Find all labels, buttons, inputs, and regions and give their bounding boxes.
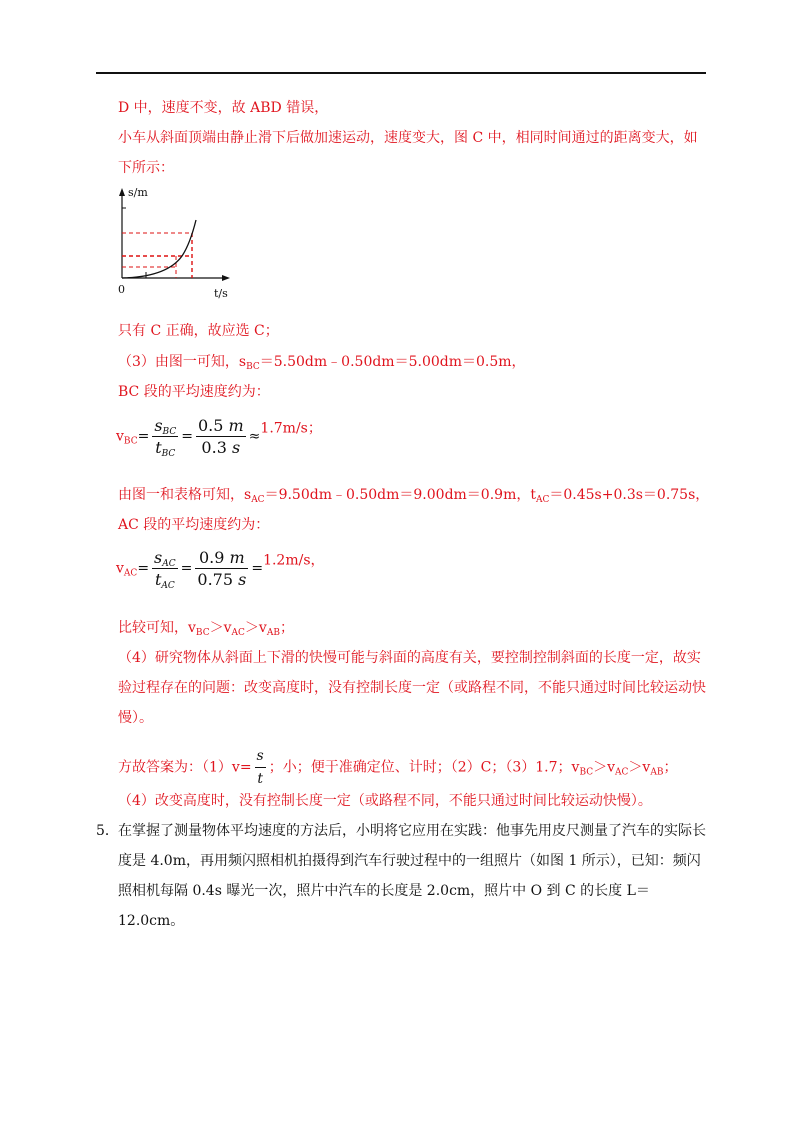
f2-n1-sub: AC [162,559,176,569]
f1-d1: t [155,438,162,457]
f2-eq: = [137,560,150,577]
f2-d1-sub: AC [161,581,175,591]
f1-lhs-sub: BC [123,436,138,447]
l6-sub1: AC [251,495,265,505]
l10-s2: AC [615,767,629,778]
f1-eq: = [137,428,150,445]
question-5-number: 5． [96,823,119,839]
l10-gt: ＞v [593,759,616,776]
answer-line-1: D 中，速度不变，故 ABD 错误， [118,100,329,116]
f2-d2: 0.75 [197,570,234,589]
f1-frac2 [196,416,246,457]
graph-ylabel: s/m [128,186,148,199]
l10-gt2: ＞v [628,759,651,776]
l8-post: ； [279,620,294,636]
f1-n2-unit: m [228,416,244,435]
f2-lhs-sub: AC [123,568,138,579]
f1-d2-unit: s [231,438,241,457]
l10-s1: BC [579,767,594,778]
answer-line-7: AC 段的平均速度约为： [118,517,270,533]
answer-line-11: （4）改变高度时，没有控制长度一定（或路程不同，不能只通过时间比较运动快慢）。 [118,793,652,809]
answer-line-3: 只有 C 正确，故应选 C； [118,323,279,339]
f1-approx: ≈ [248,428,261,445]
l10-pre: 方故答案为：（1）v= [118,759,252,776]
l6-post: ＝0.45s+0.3s＝0.75s， [549,487,710,503]
l6-pre: 由图一和表格可知，s [118,487,252,503]
f1-n1-sub: BC [162,427,177,437]
f2-n2-unit: m [229,548,245,567]
f1-frac1 [152,416,178,457]
f2-result: 1.2m/s， [263,552,325,569]
f1-result: 1.7m/s； [260,420,322,437]
f1-n1: s [154,416,163,435]
question-5-text: 在掌握了测量物体平均速度的方法后，小明将它应用在实践：他事先用皮尺测量了汽车的实际长度是 4.0m，再用频闪照相机拍摄得到汽车行驶过程中的一组照片（如图 1 所示），已知：频闪照相机每隔 0.4s 曝光一次，照片中汽车的长度是 2.0cm，照片中 O 到 C 的长度 L＝12.0cm。 [118,823,706,929]
l10-mid: ；小；便于准确定位、计时；（2）C；（3）1.7；v [268,759,580,776]
f2-frac2 [195,548,248,589]
f1-eq-b: = [181,428,193,445]
l8-s2: AC [231,628,245,638]
l10-num: s [255,746,266,768]
answer-line-8 [118,618,294,638]
f2-lhs: v [116,560,124,577]
l4-pre: （3）由图一可知，s [118,354,247,370]
l8-s3: AB [266,628,280,638]
graph-xlabel: t/s [214,287,228,300]
header-rule [96,72,706,74]
l6-sub2: AC [535,495,550,505]
answer-line-6 [118,485,709,505]
graph-origin: 0 [118,283,125,296]
f2-d1: t [154,570,162,589]
f2-n1: s [154,548,163,567]
l8-gt2: ＞v [244,620,267,636]
f2-eq-b: = [180,560,193,577]
l6-mid: ＝9.50dm﹣0.50dm＝9.00dm＝0.9m，t [264,487,536,503]
l8-gt: ＞v [209,620,232,636]
f2-d2-unit: s [238,570,247,589]
f2-eq2: = [251,560,264,577]
l4-sub: BC [246,362,260,372]
answer-paragraph-4: （4）研究物体从斜面上下滑的快慢可能与斜面的高度有关，要控制控制斜面的长度一定，故实验过程存在的问题：改变高度时，没有控制长度一定（或路程不同，不能只通过时间比较运动快慢）。 [118,650,706,726]
l4-post: ＝5.50dm﹣0.50dm＝5.00dm＝0.5m， [259,354,526,370]
answer-summary [118,746,677,789]
answer-line-5: BC 段的平均速度约为： [118,384,270,400]
f1-d1-sub: BC [161,449,176,459]
l10-frac [255,746,266,789]
f2-n2: 0.9 [199,548,225,567]
l8-pre: 比较可知，v [118,620,196,636]
f1-d2: 0.3 [201,438,227,457]
formula-vac [116,548,325,589]
answer-line-2a: 小车从斜面顶端由静止滑下后做加速运动，速度变大，图 C 中，相同时间通过的距离变大，如 [118,130,698,146]
l10-post: ； [663,759,678,776]
formula-vbc [116,416,322,457]
f1-lhs: v [116,428,124,445]
answer-line-2b: 下所示： [118,160,174,176]
l8-s1: BC [195,628,210,638]
f1-n2: 0.5 [197,416,224,435]
answer-line-4 [118,352,526,372]
l10-den: t [257,771,263,787]
l10-s3: AB [650,767,664,778]
f2-frac1 [152,548,178,589]
